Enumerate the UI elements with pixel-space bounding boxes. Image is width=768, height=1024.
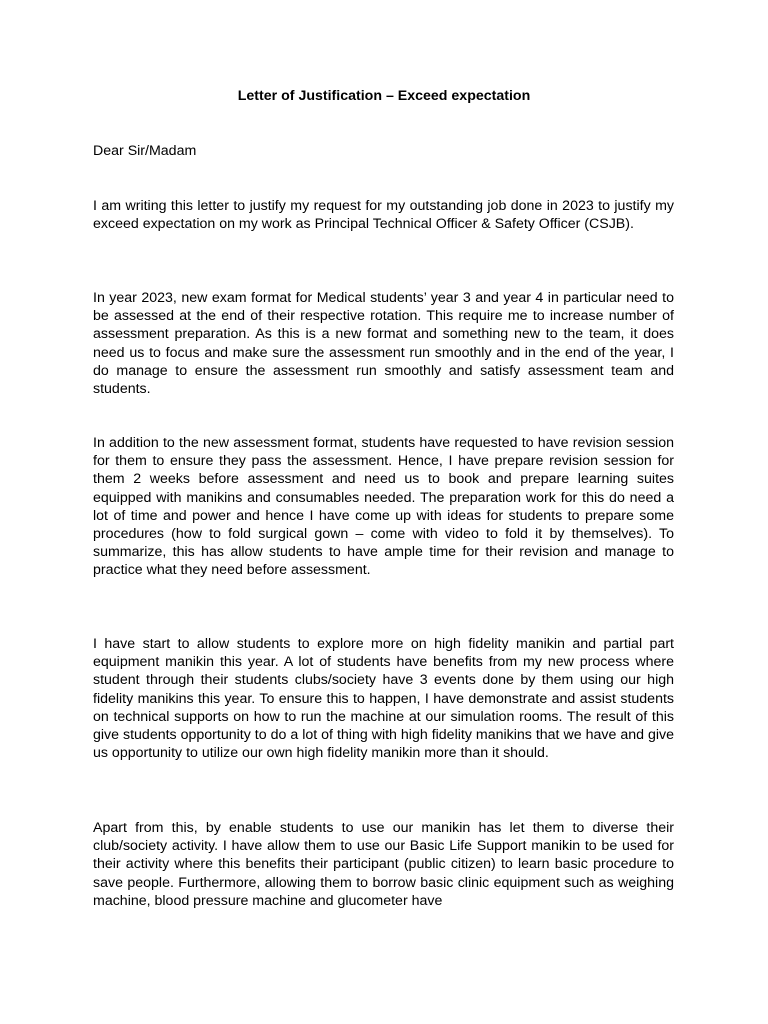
paragraph-exam-format: In year 2023, new exam format for Medical students’ year 3 and year 4 in particular need to be assessed at the end of their respective rotation. This require me to increase number of assessment preparation. As this is a new format and something new to the team, it does need us to focus and make sure the assessment run smoothly and in the end of the year, I do manage to ensure the assessment run smoothly and satisfy assessment team and students.	[93, 290, 674, 398]
paragraph-revision-session: In addition to the new assessment format, students have requested to have revision session for them to ensure they pass the assessment. Hence, I have prepare revision session for them 2 weeks before assessment and need us to book and prepare learning suites equipped with manikins and consumables needed. The preparation work for this do need a lot of time and power and hence I have come up with ideas for students to prepare some procedures (how to fold surgical gown – come with video to fold it by themselves). To summarize, this has allow students to have ample time for their revision and manage to practice what they need before assessment.	[93, 435, 674, 579]
salutation: Dear Sir/Madam	[93, 143, 197, 159]
paragraph-purpose: I am writing this letter to justify my request for my outstanding job done in 2023 to justify my exceed expectation on my work as Principal Technical Officer & Safety Officer (CSJB).	[93, 198, 674, 233]
letter-title: Letter of Justification – Exceed expectation	[237, 88, 531, 104]
paragraph-club-activity: Apart from this, by enable students to use our manikin has let them to diverse their club/society activity. I have allow them to use our Basic Life Support manikin to be used for their activity where this benefits their participant (public citizen) to learn basic procedure to save people. Furthermore, allowing them to borrow basic clinic equipment such as weighing machine, blood pressure machine and glucometer have	[93, 820, 674, 909]
paragraph-high-fidelity-manikin: I have start to allow students to explore more on high fidelity manikin and partial part equipment manikin this year. A lot of students have benefits from my new process where student through their students clubs/society have 3 events done by them using our high fidelity manikins this year. To ensure this to happen, I have demonstrate and assist students on technical supports on how to run the machine at our simulation rooms. The result of this give students opportunity to do a lot of thing with high fidelity manikins that we have and give us opportunity to utilize our own high fidelity manikin more than it should.	[93, 636, 674, 762]
